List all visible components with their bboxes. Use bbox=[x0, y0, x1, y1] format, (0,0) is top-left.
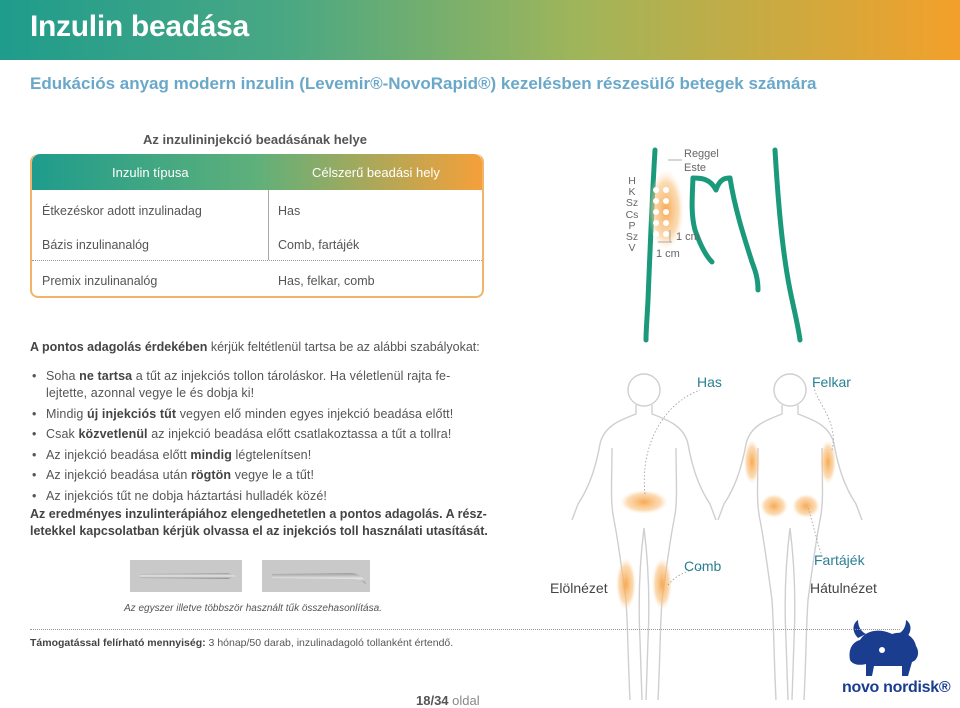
rules-intro-emphasis: A pontos adagolás érdekében bbox=[30, 340, 208, 354]
new-needle-icon bbox=[140, 573, 236, 579]
support-text: 3 hónap/50 darab, inzulinadagoló tollanként értendő. bbox=[205, 637, 454, 649]
label-upper-arm: Felkar bbox=[812, 374, 851, 390]
page-word: oldal bbox=[448, 693, 480, 708]
weekday-label: H bbox=[628, 175, 636, 187]
row-site: Comb, fartájék bbox=[278, 238, 360, 252]
crotch-line bbox=[693, 178, 730, 190]
morning-label: Reggel bbox=[684, 148, 719, 160]
left-leg-inner-line bbox=[692, 178, 712, 262]
weekday-column bbox=[624, 176, 640, 254]
back-left-buttock-zone bbox=[760, 494, 788, 518]
row-site: Has, felkar, comb bbox=[278, 274, 375, 288]
list-item: • Mindig új injekciós tűt vegyen elő minden egyes injekció beadása előtt! bbox=[30, 406, 490, 423]
unit-label-horizontal: 1 cm bbox=[656, 248, 680, 260]
col-header-type: Inzulin típusa bbox=[112, 165, 189, 180]
support-label: Támogatással felírható mennyiség: bbox=[30, 637, 206, 649]
needle-caption: Az egyszer illetve többször használt tűk összehasonlítása. bbox=[124, 603, 382, 614]
list-item: • Az injekció beadása után rögtön vegye le a tűt! bbox=[30, 467, 490, 484]
page-number bbox=[416, 693, 480, 708]
back-right-buttock-zone bbox=[792, 494, 820, 518]
left-leg-outer-line bbox=[646, 150, 655, 340]
row-site: Has bbox=[278, 204, 301, 218]
front-left-thigh-zone bbox=[616, 558, 636, 610]
unit-label-vertical: 1 cm bbox=[676, 231, 700, 243]
row-type: Bázis inzulinanalóg bbox=[42, 238, 150, 252]
brand-logo-text: novo nordisk® bbox=[842, 679, 951, 696]
page-subtitle: Edukációs anyag modern inzulin (Levemir®-NovoRapid®) kezelésben részesülő betegek számára bbox=[30, 74, 817, 93]
result-note: Az eredményes inzulinterápiához elengedhetetlen a pontos adagolás. A rész-letekkel kapcsolatban kérjük olvassa el az injekciós toll használati utasítását. bbox=[30, 507, 488, 538]
weekday-label: K bbox=[628, 186, 636, 199]
label-front-view: Elölnézet bbox=[550, 580, 608, 596]
site-table-title: Az inzulininjekció beadásának helye bbox=[143, 132, 367, 147]
weekday-label: P bbox=[628, 219, 636, 232]
row-type: Étkezéskor adott inzulinadag bbox=[42, 204, 202, 218]
right-leg-inner-line bbox=[730, 178, 758, 290]
evening-label: Este bbox=[684, 162, 707, 174]
rules-intro-text: kérjük feltétlenül tartsa be az alábbi szabályokat: bbox=[207, 340, 480, 354]
page-current: 18 bbox=[416, 693, 431, 708]
list-item: • Az injekciós tűt ne dobja háztartási hulladék közé! bbox=[30, 488, 490, 505]
weekday-label: Sz bbox=[625, 231, 639, 244]
list-item: • Csak közvetlenül az injekció beadása előtt csatlakoztassa a tűt a tollra! bbox=[30, 426, 490, 443]
list-item: • Az injekció beadása előtt mindig légtelenítsen! bbox=[30, 447, 490, 464]
back-body-figure bbox=[718, 374, 862, 700]
front-body-figure bbox=[572, 374, 716, 700]
weekday-label: V bbox=[628, 242, 636, 255]
weekday-label: Cs bbox=[625, 208, 639, 221]
back-left-arm-zone bbox=[744, 440, 760, 484]
figure-leader-lines bbox=[644, 385, 833, 585]
label-abdomen: Has bbox=[697, 374, 722, 390]
rules-list bbox=[30, 368, 490, 508]
label-back-view: Hátulnézet bbox=[810, 580, 877, 596]
label-thigh: Comb bbox=[684, 558, 722, 574]
weekday-label: Sz bbox=[625, 197, 639, 210]
back-right-arm-zone bbox=[820, 440, 836, 484]
label-buttock: Fartájék bbox=[814, 552, 865, 568]
front-abdomen-zone bbox=[620, 490, 668, 514]
page-total: /34 bbox=[430, 693, 449, 708]
footer-divider bbox=[30, 629, 900, 630]
list-item: • Soha ne tartsa a tűt az injekciós tollon tároláskor. Ha véletlenül rajta fe-lejtette, azonnal vegye le és dobja ki! bbox=[30, 368, 490, 402]
page-title: Inzulin beadása bbox=[30, 10, 249, 43]
support-note bbox=[30, 637, 453, 649]
rules-intro bbox=[30, 340, 480, 354]
col-header-site: Célszerű beadási hely bbox=[312, 165, 440, 180]
needles-photo bbox=[130, 560, 370, 592]
row-type: Premix inzulinanalóg bbox=[42, 274, 158, 288]
right-leg-outer-line bbox=[775, 150, 800, 340]
